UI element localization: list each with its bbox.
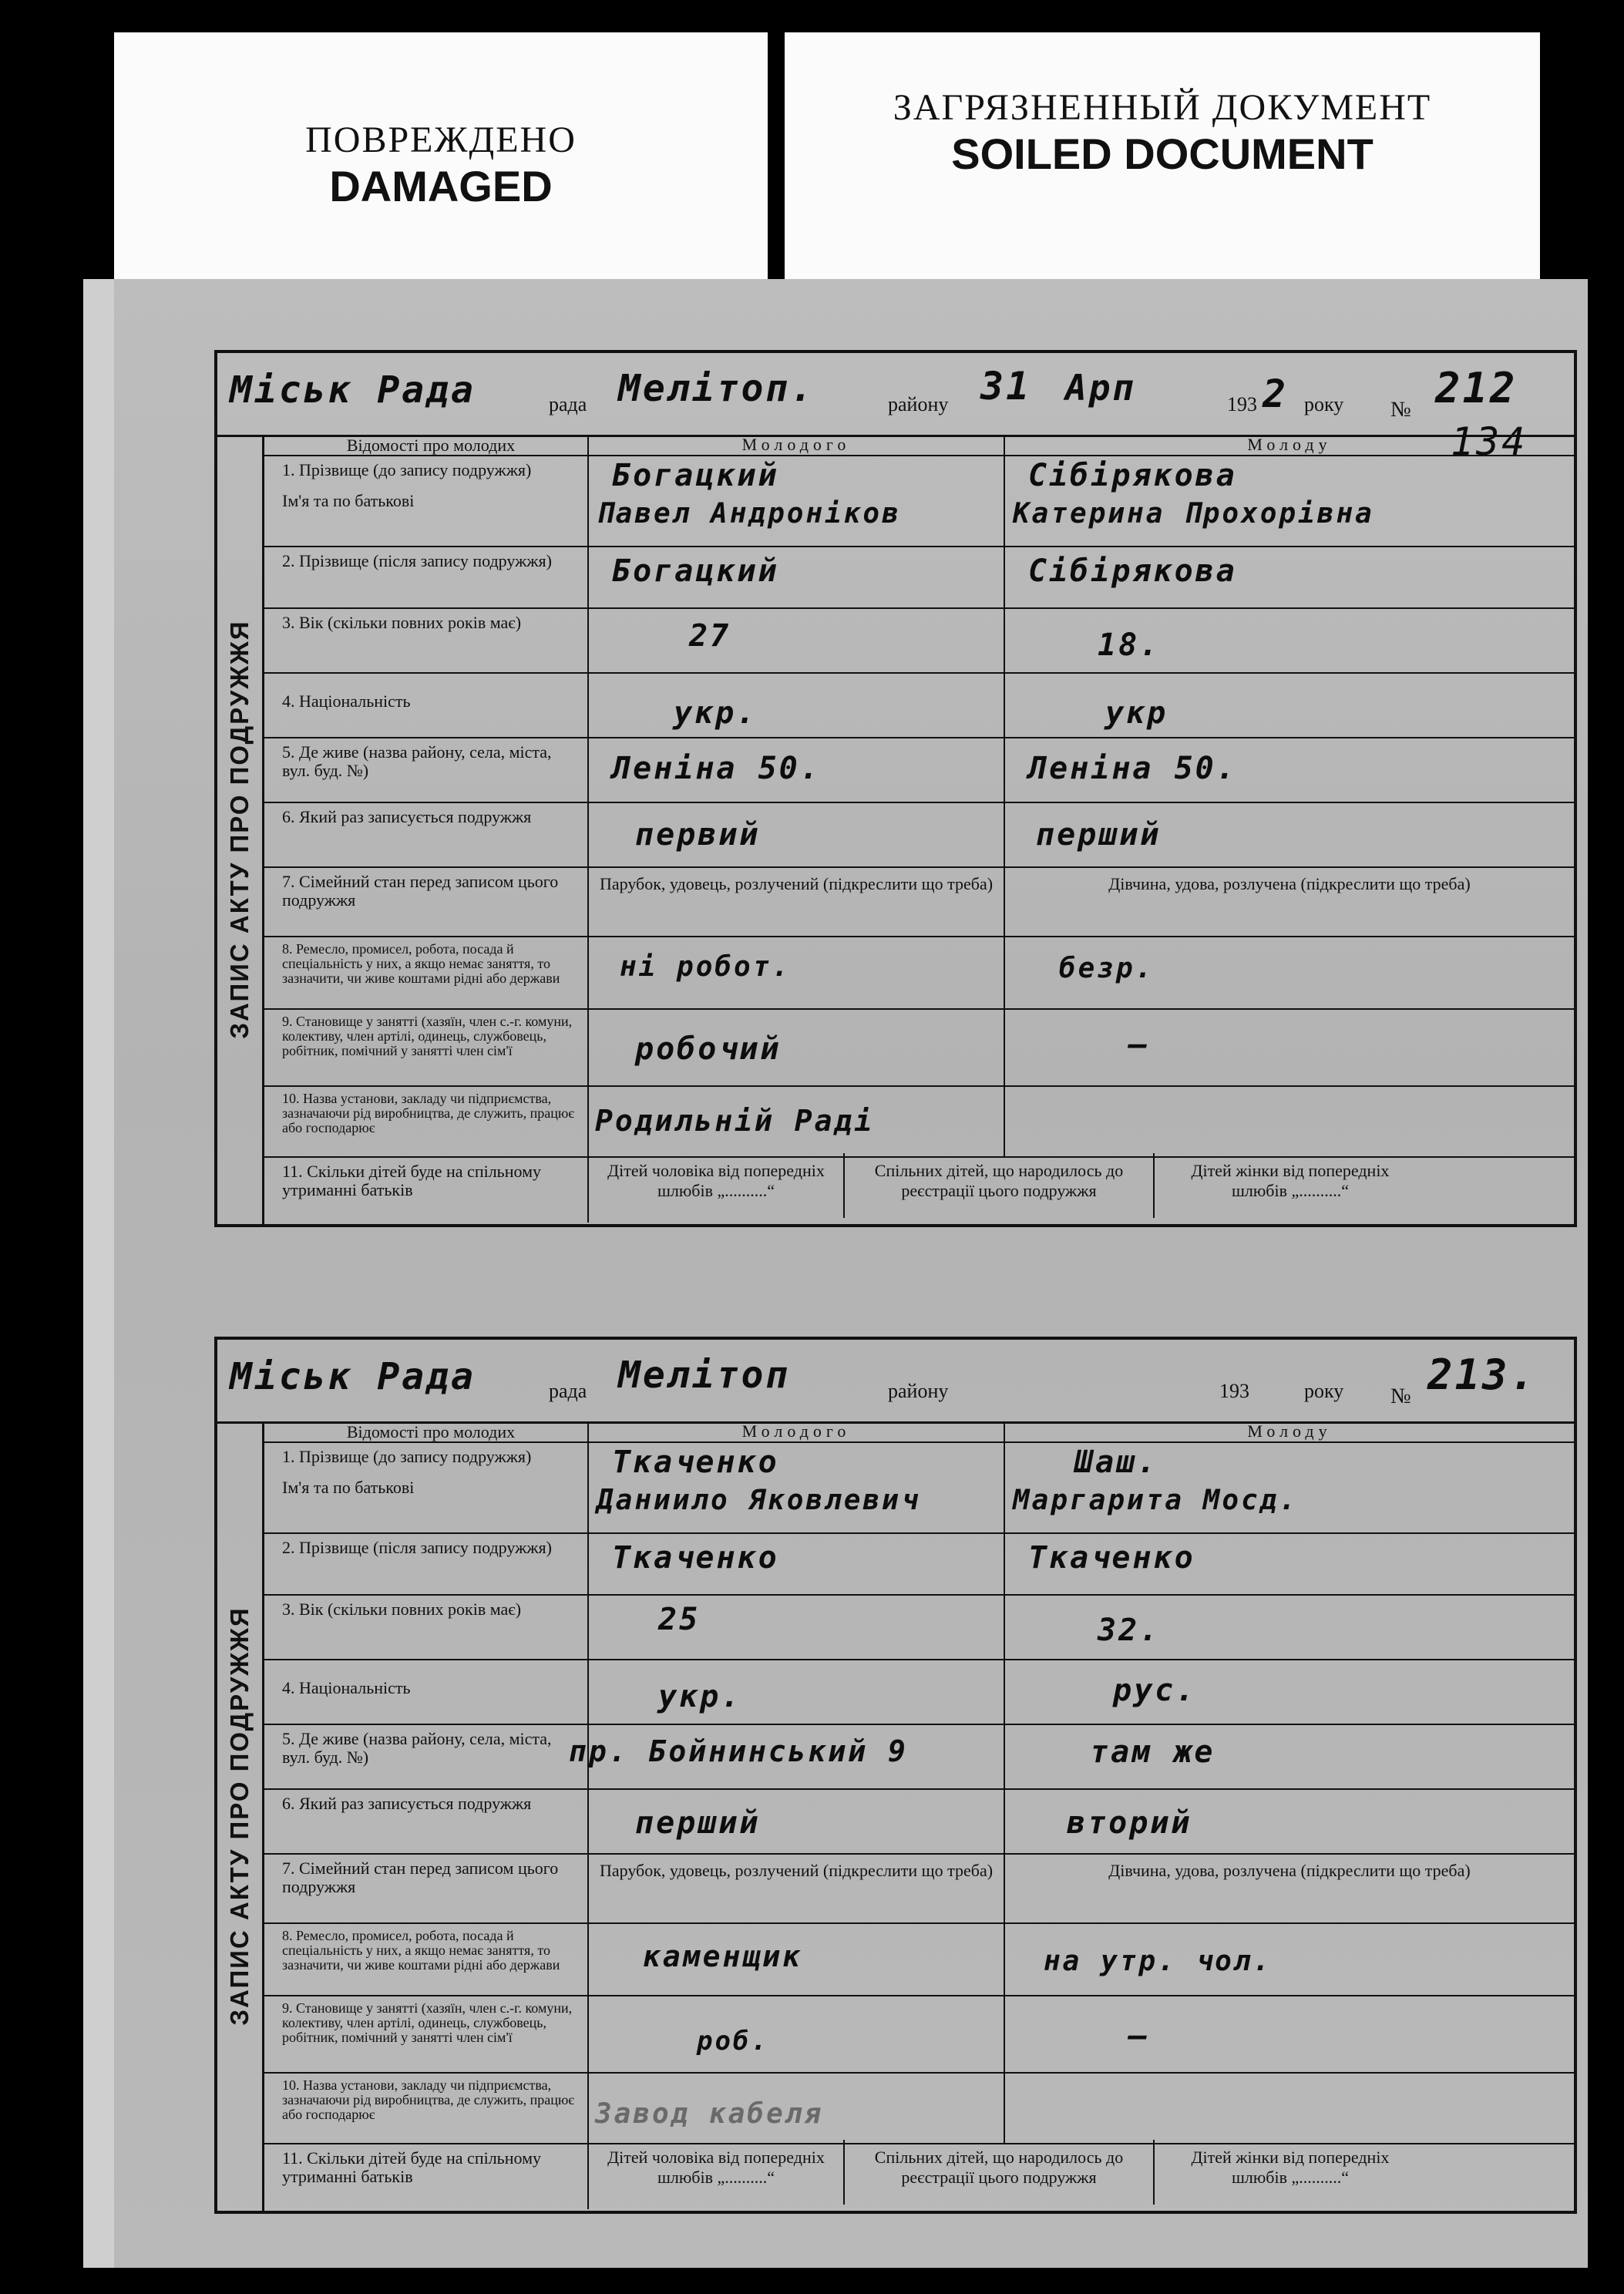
table-row-8 xyxy=(262,1922,1574,1996)
table-row-6 xyxy=(262,802,1574,868)
groom-name-cell xyxy=(589,455,1005,546)
year-prefix: 193 xyxy=(1219,1380,1249,1402)
bride-marital-options: Дівчина, удова, розлучена (підкреслити що треба) xyxy=(1108,1861,1471,1880)
year-prefix: 193 xyxy=(1227,393,1257,415)
row1a-label: 1. Прізвище (до запису подружжя) xyxy=(282,460,532,479)
groom-surname-after: Ткаченко xyxy=(612,1540,779,1576)
bride-nationality-cell xyxy=(1005,672,1574,737)
roku-label: року xyxy=(1304,393,1344,415)
bride-position: – xyxy=(1128,2018,1150,2054)
council-name: Міськ Рада xyxy=(230,1355,476,1398)
groom-marital-cell xyxy=(589,866,1005,936)
groom-position: робочий xyxy=(635,1031,782,1067)
bride-times: вторий xyxy=(1067,1805,1192,1841)
bride-nationality: укр xyxy=(1105,695,1168,731)
table-row-7 xyxy=(262,866,1574,937)
bride-age-cell xyxy=(1005,607,1574,672)
bride-name-cell xyxy=(1005,1441,1574,1532)
row5-label: 5. Де живе (назва району, села, міста, вул. буд. №) xyxy=(262,1724,589,1788)
table-row-2 xyxy=(262,1532,1574,1596)
bride-marital-cell xyxy=(1005,1853,1574,1922)
groom-age-cell xyxy=(589,607,1005,672)
groom-nationality-cell xyxy=(589,1659,1005,1724)
table-row-9 xyxy=(262,1995,1574,2074)
bride-address-cell xyxy=(1005,737,1574,802)
row6-label: 6. Який раз записується подружжя xyxy=(262,1788,589,1853)
groom-times-cell xyxy=(589,1788,1005,1853)
row6-label: 6. Який раз записується подружжя xyxy=(262,802,589,866)
bride-surname-after-cell xyxy=(1005,1532,1574,1594)
bride-age-cell xyxy=(1005,1594,1574,1659)
groom-address-cell xyxy=(569,1724,1005,1788)
groom-occupation-cell xyxy=(589,936,1005,1008)
row2-label: 2. Прізвище (після запису подружжя) xyxy=(262,1532,589,1594)
side-title: ЗАПИС АКТУ ПРО ПОДРУЖЖЯ xyxy=(225,620,254,1039)
table-row-3 xyxy=(262,607,1574,674)
bride-position-cell xyxy=(1005,1995,1574,2072)
table-row-6 xyxy=(262,1788,1574,1855)
groom-marital-options: Парубок, удовець, розлучений (підкреслити що треба) xyxy=(599,874,994,893)
groom-times: первий xyxy=(635,817,761,853)
record-table xyxy=(262,1421,1574,2211)
bride-institution-cell xyxy=(1005,1085,1574,1156)
row8-label: 8. Ремесло, промисел, робота, посада й спеціальність у них, а якщо немає заняття, то зазначити, чи живе коштами рідні або держави xyxy=(262,936,589,1008)
groom-institution: Завод кабеля xyxy=(595,2098,824,2130)
district-name: Мелітоп xyxy=(618,1354,791,1397)
bride-name-cell xyxy=(1005,455,1574,546)
bride-surname: Сібірякова xyxy=(1028,458,1237,493)
soiled-label-en: SOILED DOCUMENT xyxy=(951,130,1374,178)
table-row-1 xyxy=(262,1441,1574,1534)
side-title: ЗАПИС АКТУ ПРО ПОДРУЖЖЯ xyxy=(225,1606,254,2026)
table-header-row xyxy=(262,435,1574,456)
soiled-label xyxy=(785,32,1540,281)
groom-institution-cell xyxy=(589,1085,1005,1156)
soiled-label-ru: ЗАГРЯЗНЕННЫЙ ДОКУМЕНТ xyxy=(893,87,1432,128)
groom-institution-cell xyxy=(589,2072,1005,2143)
table-row-2 xyxy=(262,546,1574,609)
bride-surname-after: Сібірякова xyxy=(1028,553,1237,589)
table-row-10 xyxy=(262,2072,1574,2144)
bride-times-cell xyxy=(1005,802,1574,866)
children-common: Спільних дітей, що народилось до реєстрації цього подружжя xyxy=(843,1153,1155,1218)
groom-position-cell xyxy=(589,1995,1005,2072)
record-month: Арп xyxy=(1065,367,1137,409)
groom-column-header: Молодого xyxy=(589,1421,1005,1441)
row1b-label: Ім'я та по батькові xyxy=(282,491,415,510)
row11-label: 11. Скільки дітей буде на спільному утриманні батьків xyxy=(262,1156,589,1223)
groom-address: пр. Бойнинський 9 xyxy=(569,1734,908,1768)
record-number: 213. xyxy=(1427,1350,1538,1399)
row9-label: 9. Становище у занятті (хазяїн, член с.-г. комуни, колективу, член артілі, одинець, службовець, робітник, помічний у занятті член сім'ї xyxy=(262,1995,589,2072)
record-day: 31 xyxy=(980,364,1032,409)
groom-surname: Богацкий xyxy=(612,458,779,493)
table-row-9 xyxy=(262,1008,1574,1087)
side-title-bar xyxy=(217,435,264,1224)
row2-label: 2. Прізвище (після запису подружжя) xyxy=(262,546,589,607)
table-row-5 xyxy=(262,737,1574,803)
number-sign: № xyxy=(1390,398,1411,422)
bride-times: перший xyxy=(1036,817,1162,853)
bride-age: 32. xyxy=(1098,1613,1161,1648)
groom-nationality: укр. xyxy=(674,695,758,731)
side-title-bar xyxy=(217,1421,264,2211)
table-row-3 xyxy=(262,1594,1574,1660)
row1a-label: 1. Прізвище (до запису подружжя) xyxy=(282,1447,532,1466)
groom-address-cell xyxy=(589,737,1005,802)
bride-surname-after-cell xyxy=(1005,546,1574,607)
bride-institution-cell xyxy=(1005,2072,1574,2143)
bride-occupation: безр. xyxy=(1059,953,1155,984)
bride-position: – xyxy=(1128,1027,1150,1062)
rayonu-label: району xyxy=(888,1380,949,1402)
number-sign: № xyxy=(1390,1384,1411,1408)
groom-times-cell xyxy=(589,802,1005,866)
table-row-1 xyxy=(262,455,1574,547)
bride-marital-options: Дівчина, удова, розлучена (підкреслити що треба) xyxy=(1108,874,1471,893)
bride-address: там же xyxy=(1090,1734,1215,1770)
row0-label: Відомості про молодих xyxy=(262,435,589,455)
bride-occupation-cell xyxy=(1005,1922,1574,1995)
groom-occupation: ні робот. xyxy=(620,951,792,983)
bride-name: Маргарита Мосд. xyxy=(1013,1485,1299,1516)
rada-label: рада xyxy=(549,393,587,415)
row3-label: 3. Вік (скільки повних років має) xyxy=(262,1594,589,1659)
row3-label: 3. Вік (скільки повних років має) xyxy=(262,607,589,672)
groom-age-cell xyxy=(589,1594,1005,1659)
groom-surname: Ткаченко xyxy=(612,1445,779,1480)
row0-label: Відомості про молодих xyxy=(262,1421,589,1441)
record-number: 212 xyxy=(1435,364,1518,412)
row4-label: 4. Національність xyxy=(262,672,589,737)
bride-age: 18. xyxy=(1098,627,1161,663)
bride-occupation: на утр. чол. xyxy=(1044,1946,1273,1977)
groom-occupation-cell xyxy=(589,1922,1005,1995)
bride-name: Катерина Прохорівна xyxy=(1013,498,1374,530)
groom-position: роб. xyxy=(697,2026,769,2057)
groom-occupation: каменщик xyxy=(643,1939,803,1973)
table-row-5 xyxy=(262,1724,1574,1790)
table-row-4 xyxy=(262,1659,1574,1725)
children-cell xyxy=(589,2143,1574,2209)
table-row-8 xyxy=(262,936,1574,1010)
council-name: Міськ Рада xyxy=(230,368,476,412)
document-sheet xyxy=(83,279,1588,2268)
bride-nationality-cell xyxy=(1005,1659,1574,1724)
bride-times-cell xyxy=(1005,1788,1574,1853)
bride-nationality: рус. xyxy=(1113,1673,1197,1708)
groom-marital-cell xyxy=(589,1853,1005,1922)
row8-label: 8. Ремесло, промисел, робота, посада й спеціальність у них, а якщо немає заняття, то зазначити, чи живе коштами рідні або держави xyxy=(262,1922,589,1995)
groom-marital-options: Парубок, удовець, розлучений (підкреслити що треба) xyxy=(599,1861,994,1880)
children-husband: Дітей чоловіка від попередніх шлюбів „..........“ xyxy=(607,1161,825,1200)
damaged-label xyxy=(114,32,768,281)
bride-position-cell xyxy=(1005,1008,1574,1085)
year-digit: 2 xyxy=(1263,372,1289,416)
children-common: Спільних дітей, що народилось до реєстрації цього подружжя xyxy=(843,2140,1155,2205)
table-row-10 xyxy=(262,1085,1574,1158)
groom-institution: Родильній Раді xyxy=(595,1104,875,1138)
record-table xyxy=(262,435,1574,1224)
row10-label: 10. Назва установи, закладу чи підприємства, зазначаючи рід виробництва, де служить, працює або господарює xyxy=(262,2072,589,2143)
groom-nationality-cell xyxy=(589,672,1005,737)
archive-stamp-number: 134 xyxy=(1451,419,1528,464)
row1-label xyxy=(262,455,589,546)
row1-label xyxy=(262,1441,589,1532)
row4-label: 4. Національність xyxy=(262,1659,589,1724)
marriage-record-212 xyxy=(214,350,1577,1227)
groom-surname-after: Богацкий xyxy=(612,553,779,589)
damaged-label-ru: ПОВРЕЖДЕНО xyxy=(305,119,577,160)
groom-name-cell xyxy=(589,1441,1005,1532)
damaged-label-en: DAMAGED xyxy=(329,162,553,210)
district-name: Мелітоп. xyxy=(618,367,815,410)
rayonu-label: району xyxy=(888,393,949,415)
children-wife: Дітей жінки від попередніх шлюбів „..........“ xyxy=(1191,1161,1390,1200)
groom-address: Леніна 50. xyxy=(612,751,821,786)
groom-age: 27 xyxy=(689,618,731,654)
row7-label: 7. Сімейний стан перед записом цього подружжя xyxy=(262,866,589,936)
groom-nationality: укр. xyxy=(658,1679,742,1714)
groom-name: Павел Андроніков xyxy=(597,498,901,530)
roku-label: року xyxy=(1304,1380,1344,1402)
groom-age: 25 xyxy=(658,1602,701,1637)
row7-label: 7. Сімейний стан перед записом цього подружжя xyxy=(262,1853,589,1922)
table-row-11 xyxy=(262,2143,1574,2209)
record-header xyxy=(217,1340,1574,1424)
bride-surname: Шаш. xyxy=(1074,1445,1158,1480)
row9-label: 9. Становище у занятті (хазяїн, член с.-г. комуни, колективу, член артілі, одинець, службовець, робітник, помічний у занятті член сім'ї xyxy=(262,1008,589,1085)
groom-surname-after-cell xyxy=(589,1532,1005,1594)
row5-label: 5. Де живе (назва району, села, міста, вул. буд. №) xyxy=(262,737,589,802)
row11-label: 11. Скільки дітей буде на спільному утриманні батьків xyxy=(262,2143,589,2209)
table-row-7 xyxy=(262,1853,1574,1924)
rada-label: рада xyxy=(549,1380,587,1402)
table-header-row xyxy=(262,1421,1574,1443)
sheet-spine xyxy=(83,279,114,2268)
bride-address: Леніна 50. xyxy=(1028,751,1237,786)
marriage-record-213 xyxy=(214,1337,1577,2214)
groom-column-header: Молодого xyxy=(589,435,1005,455)
row1b-label: Ім'я та по батькові xyxy=(282,1478,415,1497)
groom-surname-after-cell xyxy=(589,546,1005,607)
groom-times: перший xyxy=(635,1805,761,1841)
children-cell xyxy=(589,1156,1574,1223)
children-wife: Дітей жінки від попередніх шлюбів „..........“ xyxy=(1191,2148,1390,2187)
table-row-4 xyxy=(262,672,1574,738)
groom-name: Даниило Яковлевич xyxy=(597,1485,920,1516)
bride-surname-after: Ткаченко xyxy=(1028,1540,1195,1576)
groom-position-cell xyxy=(589,1008,1005,1085)
bride-occupation-cell xyxy=(1005,936,1574,1008)
bride-address-cell xyxy=(1005,1724,1574,1788)
bride-column-header: Молоду xyxy=(1247,435,1332,454)
row10-label: 10. Назва установи, закладу чи підприємства, зазначаючи рід виробництва, де служить, працює або господарює xyxy=(262,1085,589,1156)
bride-marital-cell xyxy=(1005,866,1574,936)
children-husband: Дітей чоловіка від попередніх шлюбів „..........“ xyxy=(607,2148,825,2187)
table-row-11 xyxy=(262,1156,1574,1223)
bride-column-header: Молоду xyxy=(1247,1421,1332,1441)
